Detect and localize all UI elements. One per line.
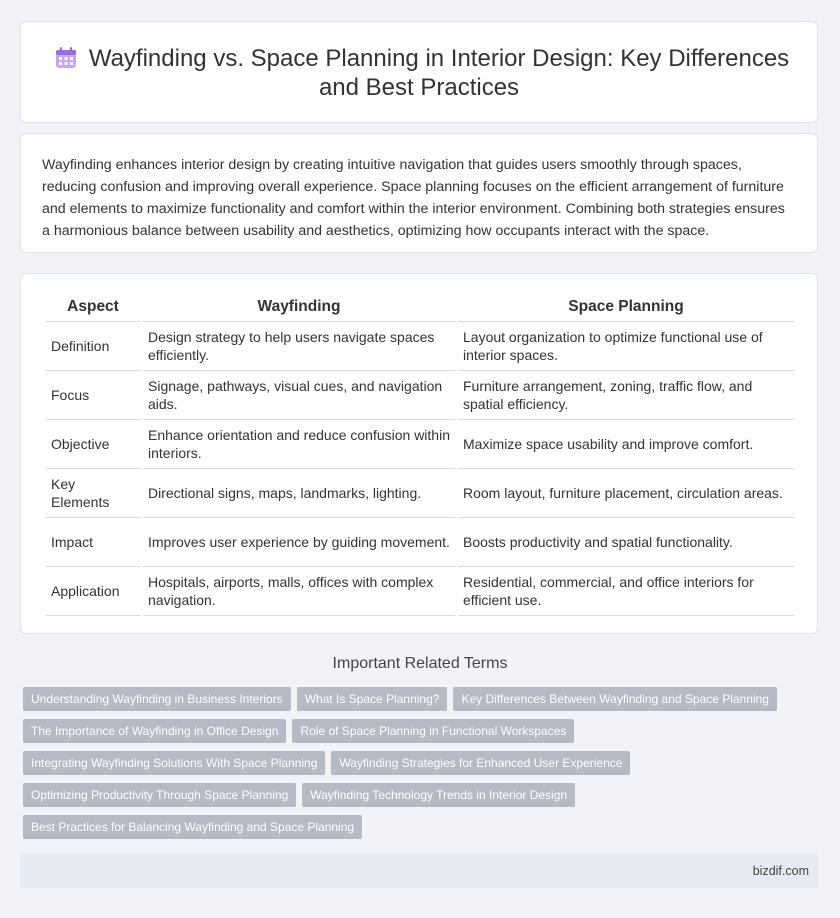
related-terms-list xyxy=(23,687,803,847)
related-term-link[interactable]: Wayfinding Technology Trends in Interior Design xyxy=(302,783,575,807)
related-terms-heading: Important Related Terms xyxy=(332,655,508,672)
table-header-row xyxy=(46,293,794,322)
cell-aspect: Application xyxy=(46,567,140,616)
cell-space-planning: Layout organization to optimize functional use of interior spaces. xyxy=(458,322,794,371)
cell-aspect: Focus xyxy=(46,371,140,420)
page-title: Wayfinding vs. Space Planning in Interior Design: Key Differences and Best Practices xyxy=(88,45,790,101)
header-aspect: Aspect xyxy=(46,293,140,322)
comparison-card xyxy=(20,273,818,634)
cell-aspect: Impact xyxy=(46,518,140,567)
cell-wayfinding: Improves user experience by guiding movement. xyxy=(143,518,455,567)
related-term-link[interactable]: Best Practices for Balancing Wayfinding and Space Planning xyxy=(23,815,362,839)
cell-space-planning: Boosts productivity and spatial functionality. xyxy=(458,518,794,567)
cell-aspect: Definition xyxy=(46,322,140,371)
related-term-link[interactable]: The Importance of Wayfinding in Office Design xyxy=(23,719,286,743)
intro-card xyxy=(20,133,818,253)
table-row xyxy=(46,469,794,518)
header-wayfinding: Wayfinding xyxy=(143,293,455,322)
cell-wayfinding: Design strategy to help users navigate spaces efficiently. xyxy=(143,322,455,371)
table-row xyxy=(46,322,794,371)
cell-wayfinding: Signage, pathways, visual cues, and navigation aids. xyxy=(143,371,455,420)
cell-aspect: Key Elements xyxy=(46,469,140,518)
related-term-link[interactable]: Wayfinding Strategies for Enhanced User Experience xyxy=(331,751,630,775)
related-term-link[interactable]: What Is Space Planning? xyxy=(297,687,448,711)
table-row xyxy=(46,420,794,469)
related-term-link[interactable]: Integrating Wayfinding Solutions With Space Planning xyxy=(23,751,325,775)
table-row xyxy=(46,371,794,420)
title-card xyxy=(20,21,818,123)
comparison-table xyxy=(43,293,797,616)
footer xyxy=(20,854,818,888)
related-term-link[interactable]: Role of Space Planning in Functional Workspaces xyxy=(292,719,574,743)
cell-wayfinding: Enhance orientation and reduce confusion within interiors. xyxy=(143,420,455,469)
related-term-link[interactable]: Optimizing Productivity Through Space Planning xyxy=(23,783,296,807)
table-row xyxy=(46,518,794,567)
table-row xyxy=(46,567,794,616)
cell-space-planning: Residential, commercial, and office interiors for efficient use. xyxy=(458,567,794,616)
cell-space-planning: Room layout, furniture placement, circulation areas. xyxy=(458,469,794,518)
footer-site-link[interactable]: bizdif.com xyxy=(752,864,809,878)
cell-space-planning: Maximize space usability and improve comfort. xyxy=(458,420,794,469)
cell-wayfinding: Hospitals, airports, malls, offices with complex navigation. xyxy=(143,567,455,616)
cell-space-planning: Furniture arrangement, zoning, traffic flow, and spatial efficiency. xyxy=(458,371,794,420)
related-term-link[interactable]: Understanding Wayfinding in Business Interiors xyxy=(23,687,291,711)
intro-paragraph: Wayfinding enhances interior design by creating intuitive navigation that guides users smoothly through spaces, reducing confusion and improving overall experience. Space planning focuses on the efficient arrangement of furniture and elements to maximize functionality and comfort within the interior environment. Combining both strategies ensures a harmonious balance between usability and aesthetics, optimizing how occupants interact with the space. xyxy=(42,157,785,239)
related-term-link[interactable]: Key Differences Between Wayfinding and Space Planning xyxy=(453,687,777,711)
cell-aspect: Objective xyxy=(46,420,140,469)
cell-wayfinding: Directional signs, maps, landmarks, lighting. xyxy=(143,469,455,518)
header-space-planning: Space Planning xyxy=(458,293,794,322)
